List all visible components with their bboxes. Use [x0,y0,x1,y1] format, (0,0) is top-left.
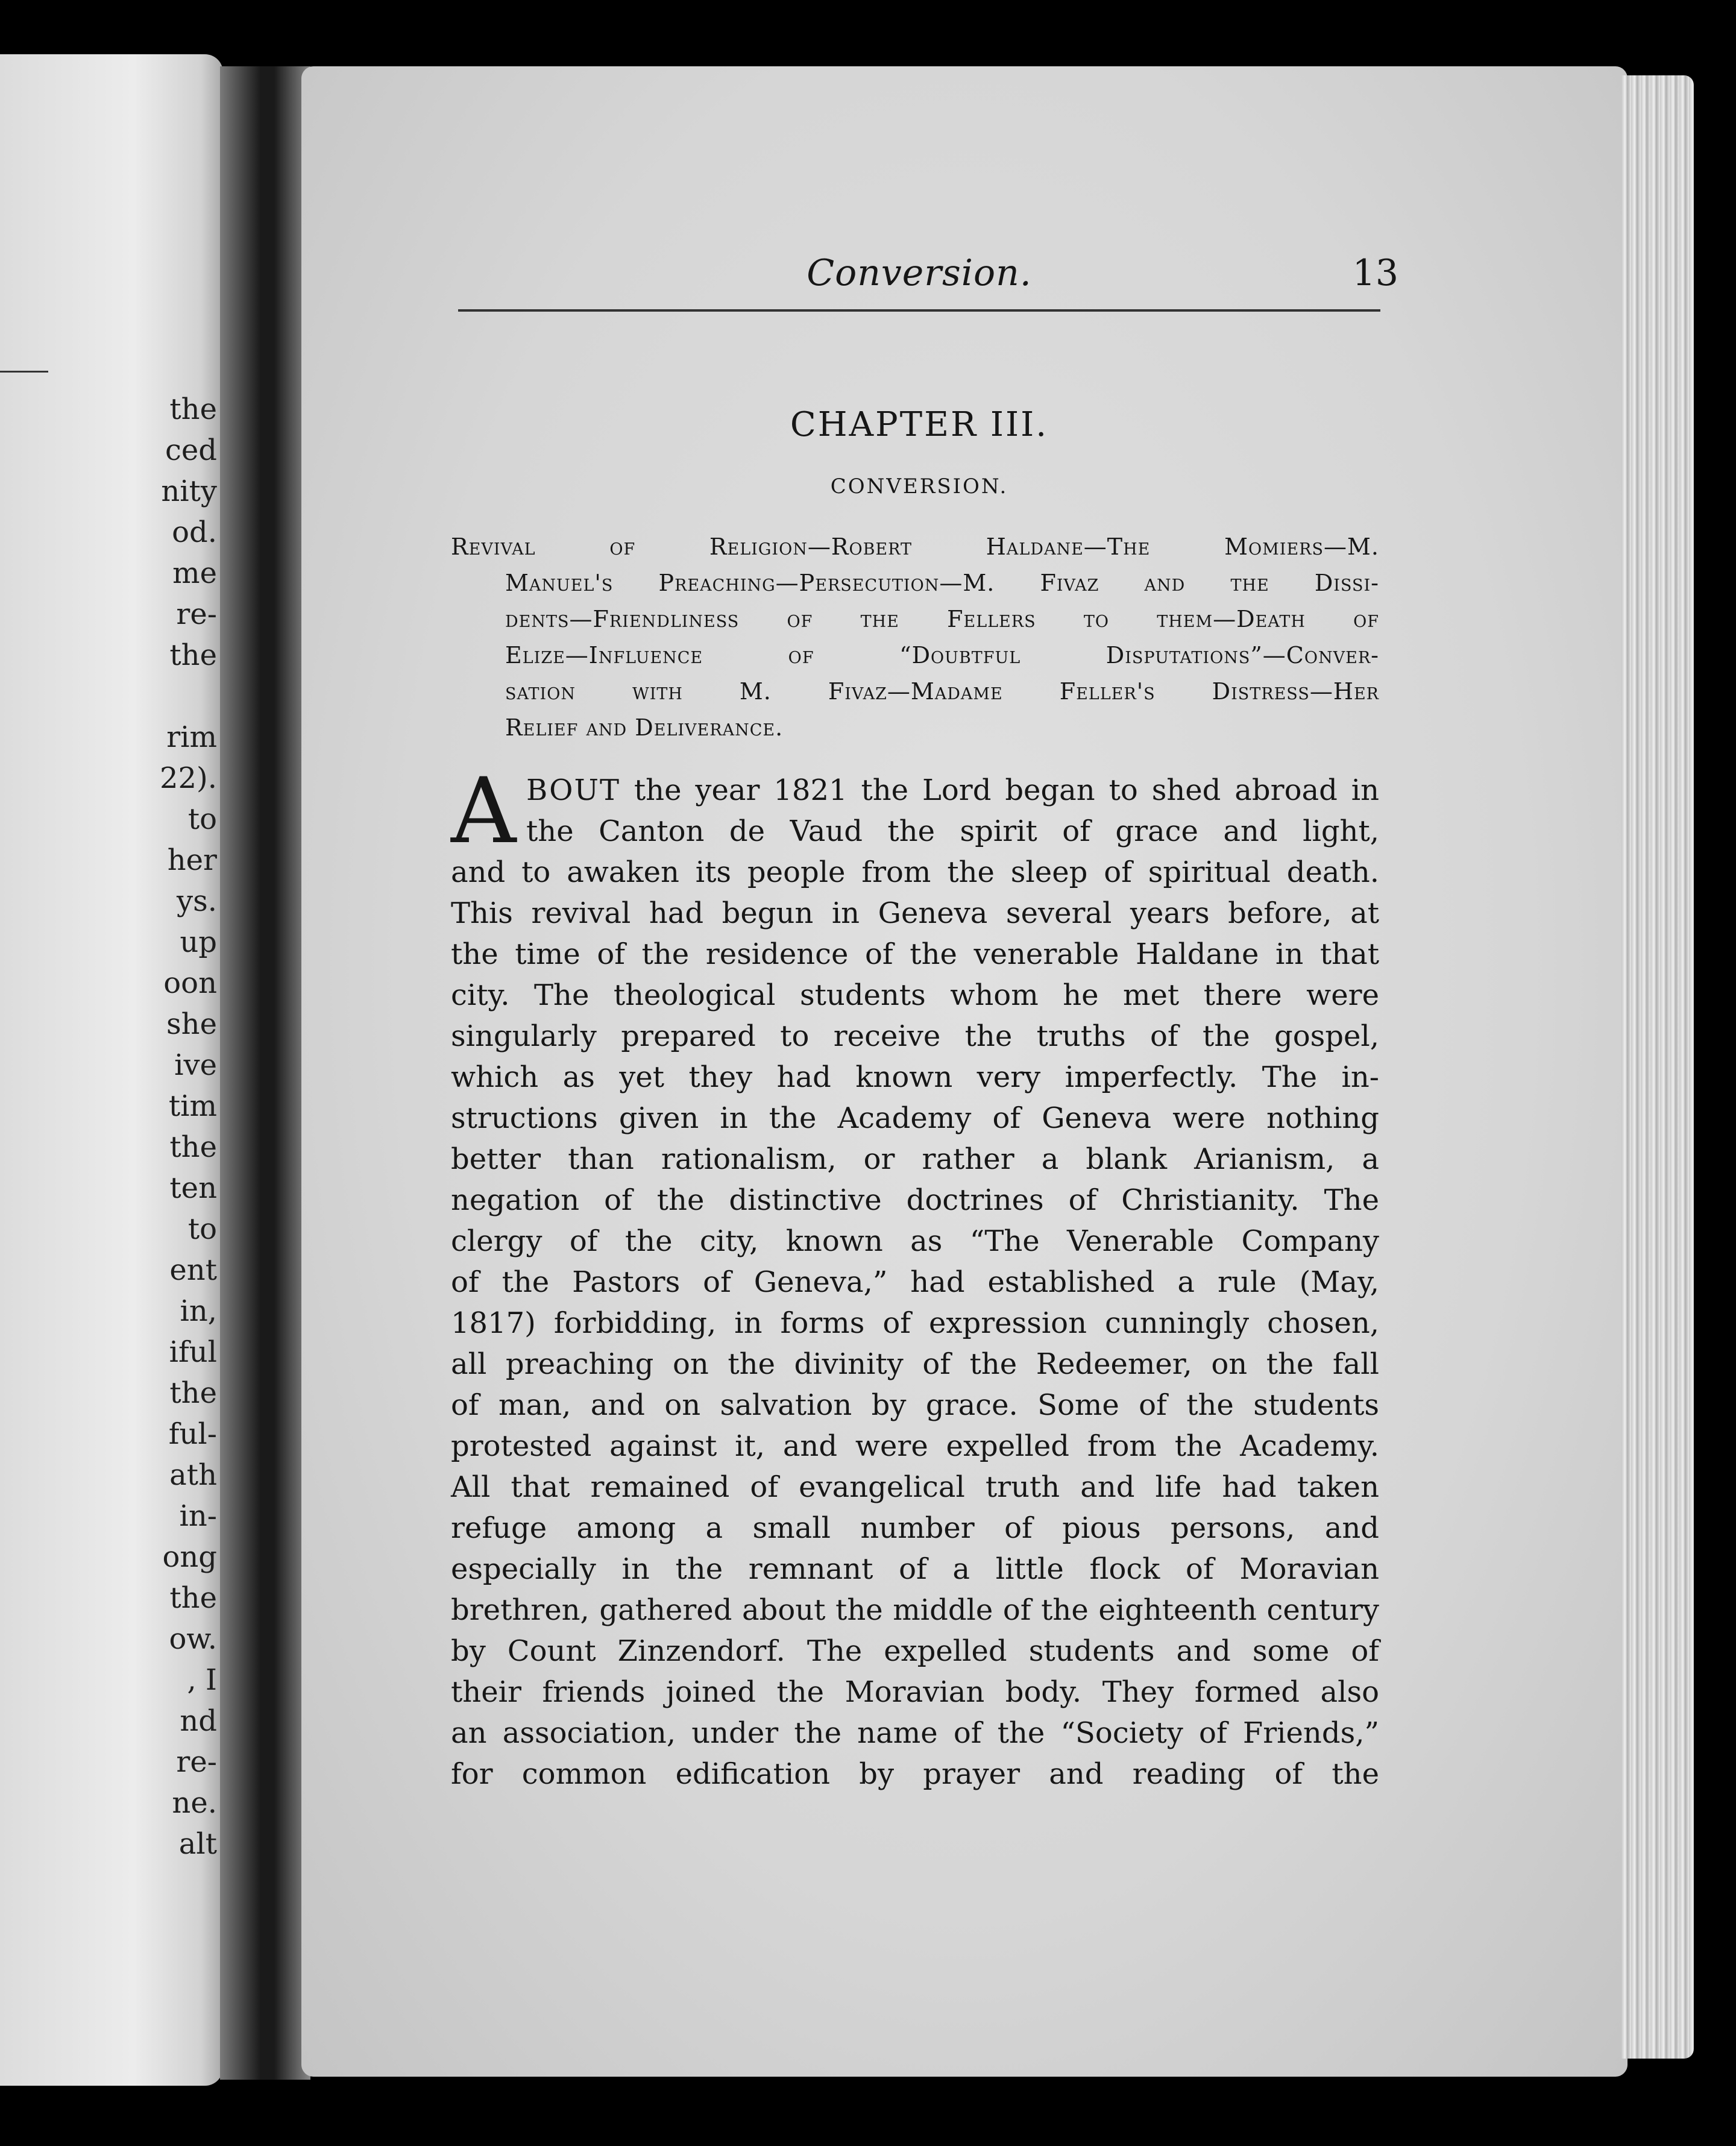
page-content [451,235,1398,1795]
left-page-line: the [169,392,217,426]
left-page [0,54,223,2086]
left-page-text [66,389,217,1864]
body-line: by Count Zinzendorf. The expelled students and some of [451,1634,1379,1668]
body-line: 1817) forbidding, in forms of expression cunningly chosen, [451,1306,1379,1340]
chapter-synopsis [451,529,1379,746]
left-page-line: ath [169,1458,217,1492]
left-page-line: ow. [169,1622,217,1656]
left-page-line: ent [169,1253,217,1287]
body-line: This revival had begun in Geneva several years before, at [451,896,1379,930]
synopsis-line: Relief and Deliverance. [505,714,784,741]
body-line: all preaching on the divinity of the Redeemer, on the fall [451,1347,1379,1381]
left-page-line: ive [174,1048,217,1082]
left-page-line: iful [169,1335,217,1369]
left-page-line: up [180,925,217,959]
left-page-line: ong [162,1540,217,1574]
body-line: the Canton de Vaud the spirit of grace and light, [526,814,1379,848]
synopsis-line: Manuel's Preaching—Persecution—M. Fivaz and the Dissi- [505,570,1379,596]
left-page-line: the [169,1581,217,1615]
left-page-line: her [167,843,217,877]
left-page-line: oon [163,966,217,1000]
chapter-title: CHAPTER III. [790,405,1049,444]
left-page-line: tim [168,1089,217,1123]
left-page-line [66,676,217,717]
left-page-line: nd [180,1704,217,1738]
left-page-line: ful- [168,1417,217,1451]
left-page-line: alt [178,1827,217,1861]
left-page-line: ten [169,1171,217,1205]
left-page-line: 22). [159,761,217,795]
opening-paragraph [451,759,1379,864]
left-page-line: ne. [172,1786,217,1820]
page-number: 13 [1352,252,1398,294]
left-page-line: nity [161,474,217,508]
chapter-subtitle: CONVERSION. [830,474,1008,499]
left-page-line: re- [176,1745,217,1779]
body-line: an association, under the name of the “Society of Friends,” [451,1716,1379,1750]
left-page-line: she [166,1007,217,1041]
body-line: brethren, gathered about the middle of the eighteenth century [451,1593,1379,1627]
synopsis-line: dents—Friendliness of the Fellers to them—Death of [505,606,1379,632]
first-word: BOUT [526,773,620,807]
body-line: for common edification by prayer and reading of the [451,1757,1379,1791]
body-line: structions given in the Academy of Geneva were nothing [451,1101,1379,1135]
body-line: negation of the distinctive doctrines of Christianity. The [451,1183,1379,1217]
left-page-line: rim [166,720,217,754]
left-page-line: to [187,802,217,836]
body-line: protested against it, and were expelled from the Academy. [451,1429,1379,1463]
body-lines [451,852,1379,1795]
left-page-line: , I [187,1663,217,1697]
body-line: which as yet they had known very imperfectly. The in- [451,1060,1379,1094]
left-page-rule [0,371,48,373]
left-page-line: ys. [176,884,217,918]
left-page-line: the [169,1376,217,1410]
left-page-line: the [169,1130,217,1164]
left-page-line: the [169,638,217,672]
running-head [458,235,1398,294]
body-line: especially in the remnant of a little flock of Moravian [451,1552,1379,1586]
body-line: city. The theological students whom he met there were [451,978,1379,1012]
body-line: their friends joined the Moravian body. They formed also [451,1675,1379,1709]
first-line-rest: the year 1821 the Lord began to shed abroad in [634,773,1379,807]
drop-cap: A [451,759,517,864]
left-page-line: ced [165,433,217,467]
body-line [451,770,1379,811]
body-line: of man, and on salvation by grace. Some of the students [451,1388,1379,1422]
synopsis-line: Elize—Influence of “Doubtful Disputations”—Conver- [505,642,1379,669]
left-page-line: me [172,556,217,590]
left-page-line: to [187,1212,217,1246]
body-line: All that remained of evangelical truth and life had taken [451,1470,1379,1504]
body-line: refuge among a small number of pious persons, and [451,1511,1379,1545]
body-line: the time of the residence of the venerable Haldane in that [451,937,1379,971]
body-text [451,759,1379,1795]
left-page-line: in, [180,1294,217,1328]
left-page-line: re- [176,597,217,631]
body-line: of the Pastors of Geneva,” had established a rule (May, [451,1265,1379,1299]
body-line: and to awaken its people from the sleep of spiritual death. [451,855,1379,889]
page-edges [1621,75,1694,2059]
left-page-line: in- [179,1499,217,1533]
header-rule [458,309,1380,312]
body-line: singularly prepared to receive the truths of the gospel, [451,1019,1379,1053]
running-title: Conversion. [807,252,1032,294]
body-line: clergy of the city, known as “The Venerable Company [451,1224,1379,1258]
synopsis-line: Revival of Religion—Robert Haldane—The Momiers—M. [451,533,1379,560]
left-page-line: od. [172,515,217,549]
book-gutter [220,66,310,2080]
body-line: better than rationalism, or rather a blank Arianism, a [451,1142,1379,1176]
synopsis-line: sation with M. Fivaz—Madame Feller's Distress—Her [505,678,1379,705]
